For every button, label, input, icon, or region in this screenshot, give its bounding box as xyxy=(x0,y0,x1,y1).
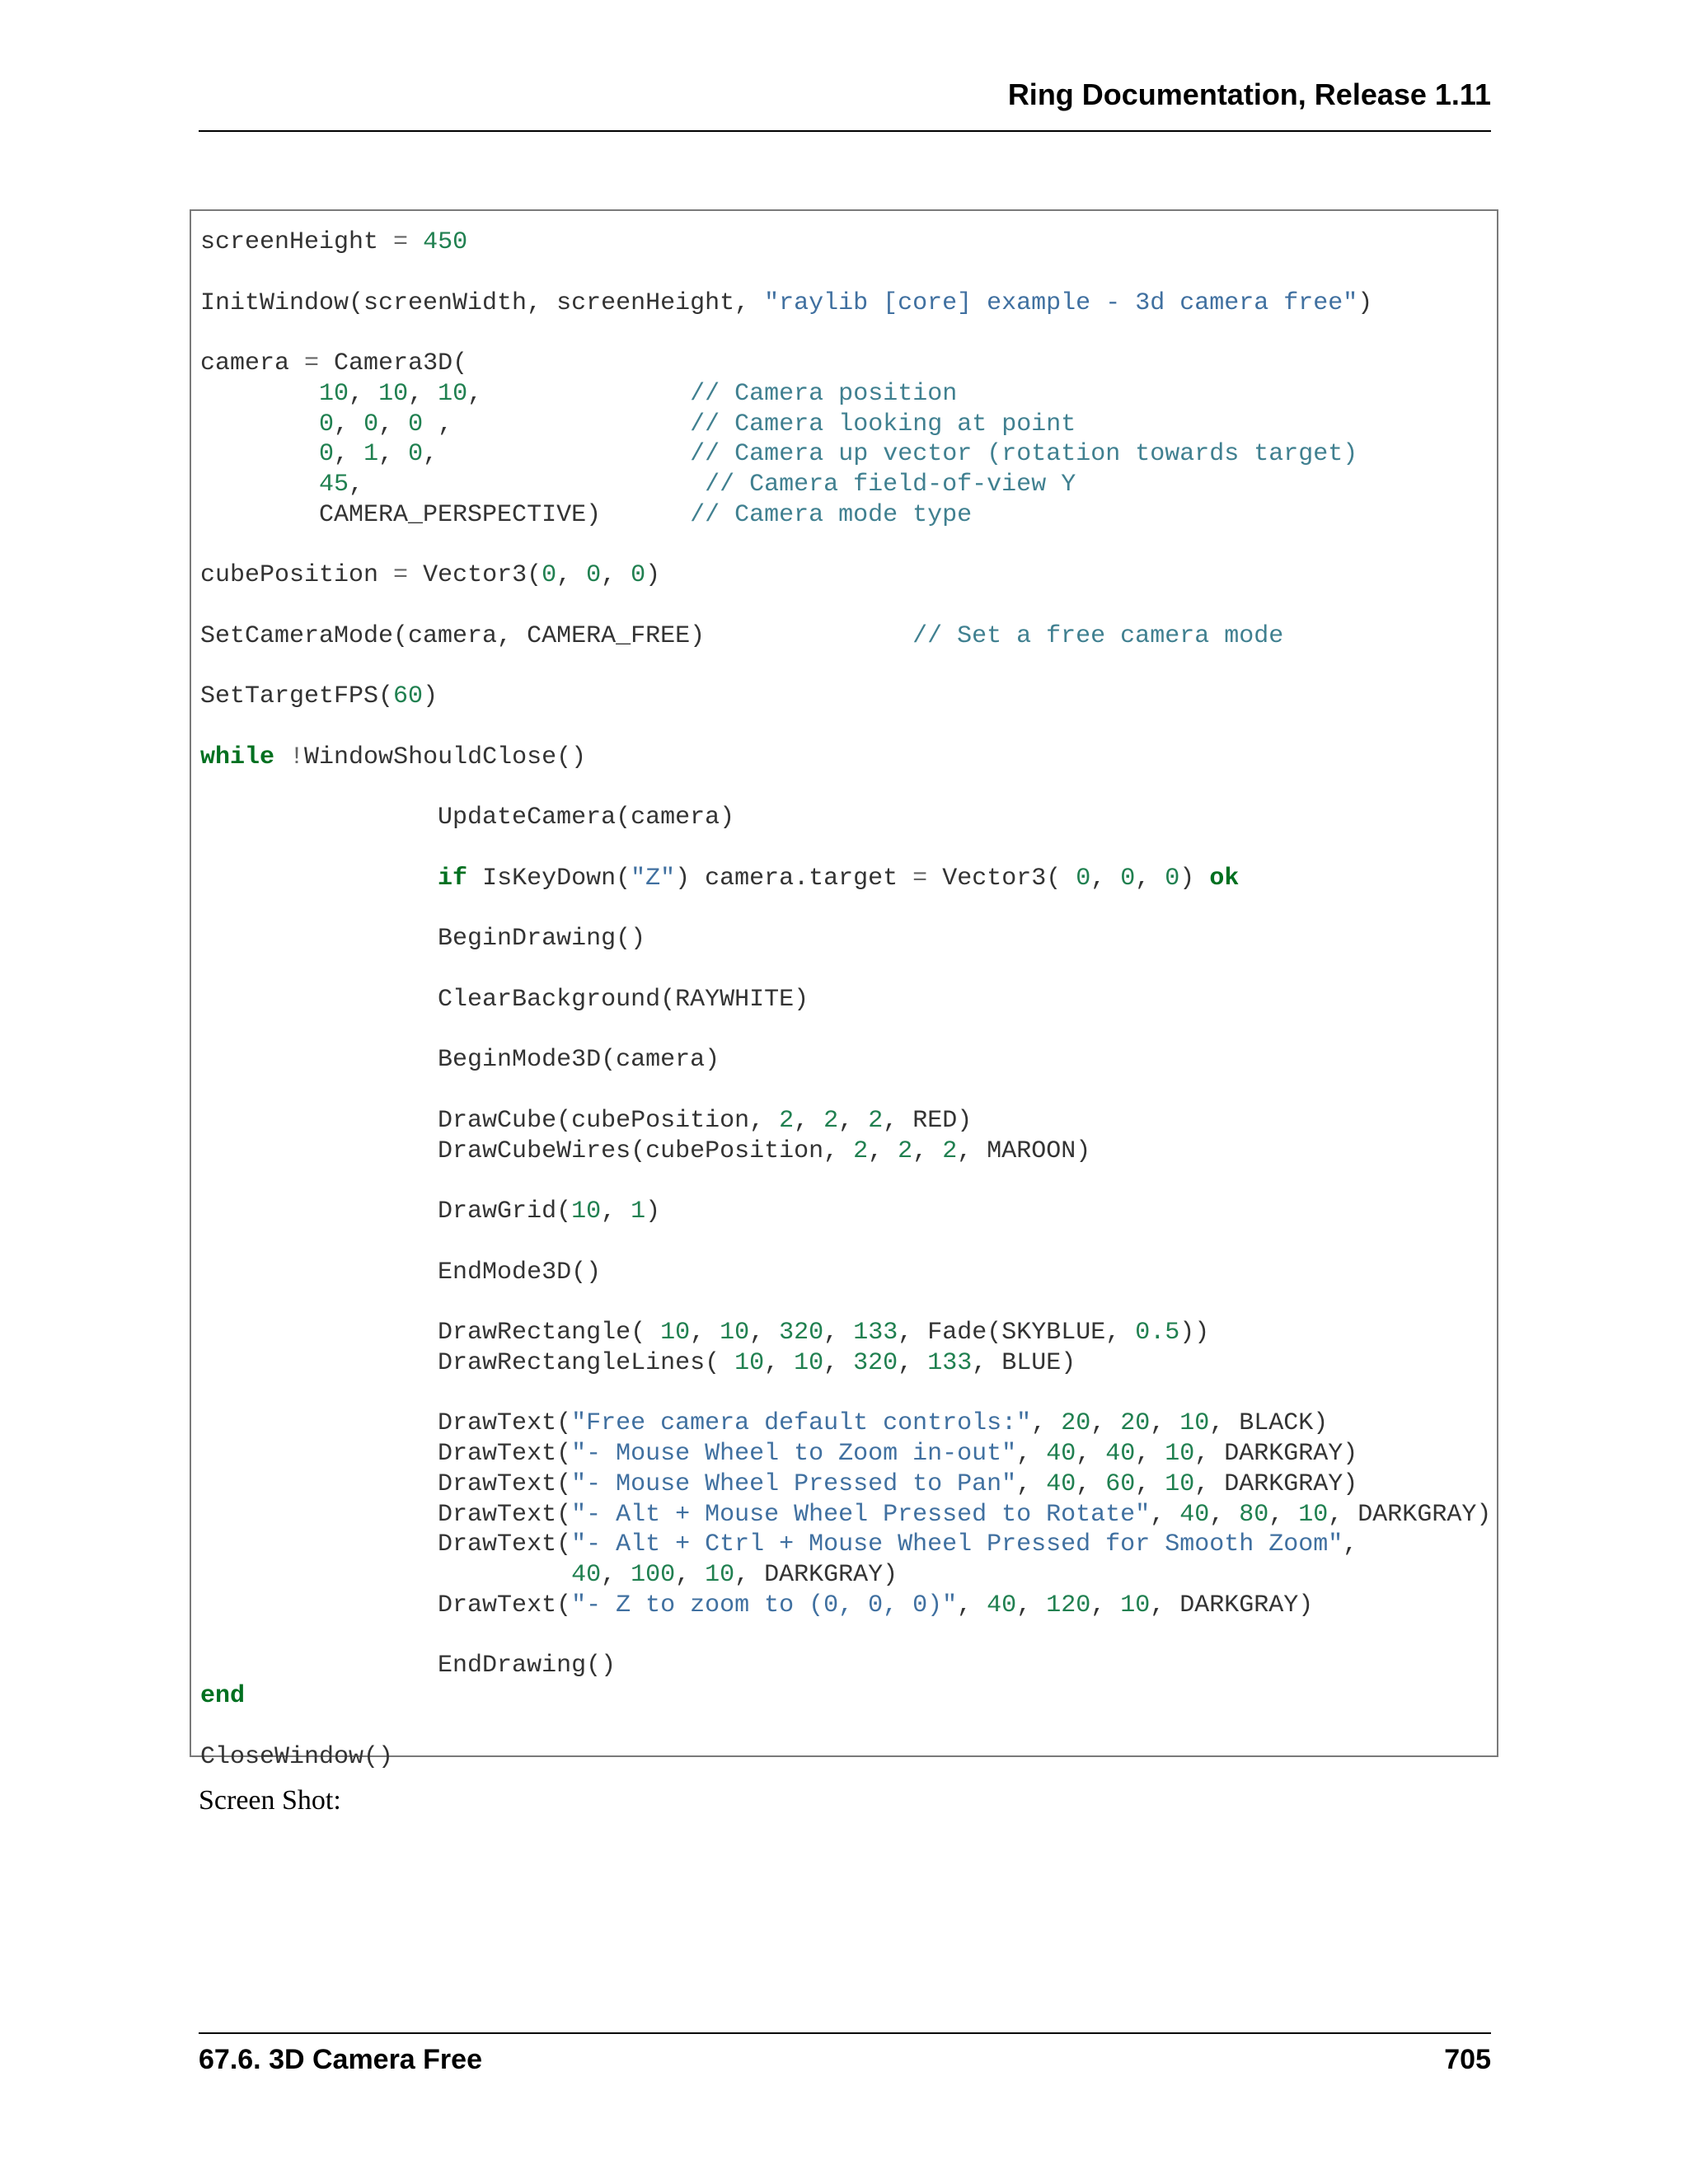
code-text xyxy=(274,743,289,771)
code-line xyxy=(200,1227,1491,1258)
code-line xyxy=(200,803,1491,833)
code-number: 10 xyxy=(734,1348,765,1377)
code-keyword: end xyxy=(200,1682,246,1710)
code-number: 40 xyxy=(1179,1500,1210,1529)
code-text: , xyxy=(1150,1500,1180,1529)
code-text: , xyxy=(1090,1591,1121,1619)
code-text: CAMERA_PERSPECTIVE) xyxy=(200,500,691,529)
code-operator: = xyxy=(393,561,409,590)
code-string: "Free camera default controls:" xyxy=(571,1409,1032,1438)
code-text: , xyxy=(556,561,587,590)
code-line xyxy=(200,1681,1491,1712)
code-number: 0 xyxy=(586,561,602,590)
code-text: DrawGrid( xyxy=(200,1197,572,1226)
code-line xyxy=(200,682,1491,712)
code-text: , xyxy=(601,561,631,590)
code-line xyxy=(200,1106,1491,1137)
code-text: camera xyxy=(200,349,305,377)
code-line xyxy=(200,470,1491,500)
code-line xyxy=(200,1439,1491,1469)
code-text: SetTargetFPS( xyxy=(200,682,394,711)
code-number: 0 xyxy=(1120,864,1136,893)
code-text: , xyxy=(957,1591,987,1619)
code-number: 80 xyxy=(1239,1500,1269,1529)
document-title: Ring Documentation, Release 1.11 xyxy=(1007,77,1491,111)
code-line xyxy=(200,1500,1491,1530)
code-line xyxy=(200,1742,1491,1773)
code-number: 10 xyxy=(1179,1409,1210,1438)
code-number: 2 xyxy=(898,1137,913,1165)
code-line xyxy=(200,591,1491,621)
code-line xyxy=(200,1469,1491,1500)
code-line xyxy=(200,1045,1491,1076)
code-number: 10 xyxy=(571,1197,602,1226)
code-number: 2 xyxy=(823,1106,839,1135)
code-number: 60 xyxy=(393,682,424,711)
code-text: , xyxy=(1268,1500,1299,1529)
code-line xyxy=(200,894,1491,925)
code-text: , xyxy=(1076,1469,1106,1498)
code-line xyxy=(200,864,1491,894)
code-line xyxy=(200,954,1491,985)
code-line xyxy=(200,1076,1491,1106)
code-number: 10 xyxy=(720,1319,750,1347)
code-line xyxy=(200,1591,1491,1621)
code-text: , xyxy=(349,471,706,499)
code-text: , BLACK) xyxy=(1209,1409,1329,1438)
code-text: , xyxy=(601,1561,631,1589)
code-text: DrawText( xyxy=(200,1530,572,1559)
code-text: , DARKGRAY) xyxy=(1328,1500,1492,1529)
code-number: 0 xyxy=(542,561,557,590)
code-text: , xyxy=(749,1319,780,1347)
code-text: , xyxy=(675,1561,706,1589)
code-number: 320 xyxy=(853,1348,898,1377)
code-number: 40 xyxy=(987,1591,1017,1619)
code-line xyxy=(200,439,1491,470)
code-number: 0 xyxy=(408,440,424,469)
code-number: 40 xyxy=(571,1561,602,1589)
code-comment: // Camera looking at point xyxy=(690,410,1076,438)
code-text: , DARKGRAY) xyxy=(1194,1440,1358,1468)
code-number: 10 xyxy=(378,379,409,408)
code-number: 0 xyxy=(319,440,335,469)
code-line xyxy=(200,1560,1491,1591)
code-text: , xyxy=(1135,1469,1165,1498)
code-operator: = xyxy=(393,228,409,256)
code-number: 2 xyxy=(868,1106,884,1135)
code-text: Vector3( xyxy=(408,561,542,590)
code-text xyxy=(200,865,438,893)
code-text: , xyxy=(1016,1440,1047,1468)
code-string: "raylib [core] example - 3d camera free" xyxy=(764,288,1358,317)
code-text: , xyxy=(690,1319,720,1347)
code-text: , xyxy=(912,1137,943,1165)
code-text: EndDrawing() xyxy=(200,1652,617,1680)
code-text: ClearBackground(RAYWHITE) xyxy=(200,985,809,1014)
code-text: DrawText( xyxy=(200,1591,572,1619)
code-number: 0 xyxy=(319,410,335,438)
code-line xyxy=(200,410,1491,440)
code-text: , xyxy=(823,1319,854,1347)
code-text: DrawText( xyxy=(200,1440,572,1468)
section-title: 67.6. 3D Camera Free xyxy=(199,2044,482,2075)
code-number: 10 xyxy=(319,379,349,408)
code-text: ) xyxy=(645,561,661,590)
code-text: , xyxy=(794,1106,824,1135)
code-text: DrawCube(cubePosition, xyxy=(200,1106,780,1135)
code-text: Camera3D( xyxy=(319,349,468,377)
code-text: )) xyxy=(1179,1319,1210,1347)
code-keyword: while xyxy=(200,743,275,771)
code-number: 20 xyxy=(1061,1409,1091,1438)
code-line xyxy=(200,773,1491,804)
code-string: "- Z to zoom to (0, 0, 0)" xyxy=(571,1591,958,1619)
code-line xyxy=(200,652,1491,682)
code-line xyxy=(200,258,1491,288)
code-number: 10 xyxy=(705,1561,735,1589)
code-text: DrawRectangleLines( xyxy=(200,1348,735,1377)
code-text: , xyxy=(334,410,364,438)
code-number: 10 xyxy=(1165,1469,1195,1498)
code-block xyxy=(190,209,1498,1771)
code-text xyxy=(200,471,319,499)
code-number: 133 xyxy=(853,1319,898,1347)
code-text: , xyxy=(349,379,379,408)
code-number: 0 xyxy=(631,561,646,590)
code-comment: // Camera mode type xyxy=(690,500,973,529)
code-text: , xyxy=(1090,864,1121,893)
screenshot-caption: Screen Shot: xyxy=(199,1785,341,1816)
code-number: 2 xyxy=(942,1137,958,1165)
code-text: , xyxy=(601,1197,631,1226)
code-number: 10 xyxy=(438,379,468,408)
code-line xyxy=(200,1379,1491,1409)
code-line xyxy=(200,1015,1491,1046)
code-text: , DARKGRAY) xyxy=(1150,1591,1314,1619)
code-number: 0 xyxy=(408,410,424,438)
code-text: , xyxy=(1016,1591,1047,1619)
code-operator: = xyxy=(912,864,928,893)
code-number: 450 xyxy=(423,228,468,256)
code-number: 100 xyxy=(631,1561,676,1589)
code-line xyxy=(200,1530,1491,1560)
code-text: ) xyxy=(423,682,438,711)
page-footer xyxy=(199,2032,1491,2083)
code-number: 0.5 xyxy=(1135,1319,1180,1347)
code-number: 120 xyxy=(1046,1591,1091,1619)
code-line xyxy=(200,379,1491,410)
code-text: ) xyxy=(1357,288,1373,317)
code-text: , xyxy=(1135,864,1165,893)
code-number: 0 xyxy=(363,410,379,438)
code-text: BeginMode3D(camera) xyxy=(200,1046,720,1075)
code-line xyxy=(200,924,1491,954)
code-text: , DARKGRAY) xyxy=(734,1561,898,1589)
code-line xyxy=(200,1408,1491,1439)
code-text: WindowShouldClose() xyxy=(304,743,587,771)
code-text: , xyxy=(1031,1409,1062,1438)
code-number: 40 xyxy=(1046,1440,1076,1468)
code-line xyxy=(200,1621,1491,1652)
code-text: , xyxy=(1209,1500,1240,1529)
code-text xyxy=(200,1561,571,1589)
code-text: , xyxy=(423,440,691,469)
code-text: , DARKGRAY) xyxy=(1194,1469,1358,1498)
code-line xyxy=(200,1348,1491,1379)
code-text: , xyxy=(423,410,691,438)
code-number: 0 xyxy=(1165,864,1180,893)
code-line xyxy=(200,712,1491,743)
code-text: DrawText( xyxy=(200,1409,572,1438)
code-text: DrawCubeWires(cubePosition, xyxy=(200,1137,854,1165)
code-text: DrawText( xyxy=(200,1469,572,1498)
code-text: UpdateCamera(camera) xyxy=(200,804,735,832)
code-line xyxy=(200,288,1491,319)
code-text xyxy=(200,380,319,408)
code-string: "- Alt + Ctrl + Mouse Wheel Pressed for Smooth Zoom" xyxy=(571,1530,1343,1559)
code-line xyxy=(200,1712,1491,1742)
code-text: , xyxy=(1076,1440,1106,1468)
code-text: , xyxy=(764,1348,795,1377)
code-comment: // Set a free camera mode xyxy=(912,621,1284,650)
code-text: DrawText( xyxy=(200,1500,572,1529)
code-line xyxy=(200,1318,1491,1348)
code-text: , xyxy=(1343,1530,1358,1559)
code-number: 10 xyxy=(794,1348,824,1377)
code-text: , xyxy=(1150,1409,1180,1438)
code-text: , xyxy=(1016,1469,1047,1498)
code-text: , xyxy=(1090,1409,1121,1438)
code-line xyxy=(200,985,1491,1015)
code-text: , xyxy=(1135,1440,1165,1468)
code-line xyxy=(200,318,1491,349)
code-string: "Z" xyxy=(631,864,676,893)
code-text: IsKeyDown( xyxy=(467,864,631,893)
code-number: 10 xyxy=(1298,1500,1329,1529)
code-number: 2 xyxy=(853,1137,869,1165)
code-number: 10 xyxy=(1120,1591,1151,1619)
page-number: 705 xyxy=(1444,2044,1491,2075)
code-line xyxy=(200,743,1491,773)
code-line xyxy=(200,349,1491,379)
code-text: Vector3( xyxy=(927,864,1076,893)
code-number: 40 xyxy=(1105,1440,1136,1468)
code-text: screenHeight xyxy=(200,228,394,256)
code-line xyxy=(200,227,1491,258)
code-number: 10 xyxy=(1165,1440,1195,1468)
code-line xyxy=(200,621,1491,652)
code-number: 1 xyxy=(631,1197,646,1226)
code-number: 40 xyxy=(1046,1469,1076,1498)
code-string: "- Mouse Wheel Pressed to Pan" xyxy=(571,1469,1017,1498)
code-text: , xyxy=(378,440,409,469)
code-number: 20 xyxy=(1120,1409,1151,1438)
code-number: 10 xyxy=(660,1319,691,1347)
code-text: ) xyxy=(645,1197,661,1226)
code-text: , xyxy=(823,1348,854,1377)
code-comment: // Camera field-of-view Y xyxy=(705,471,1076,499)
code-number: 133 xyxy=(927,1348,973,1377)
code-text: cubePosition xyxy=(200,561,394,590)
code-text: , xyxy=(467,379,691,408)
code-text: , xyxy=(334,440,364,469)
code-text: , xyxy=(868,1137,898,1165)
code-line xyxy=(200,1651,1491,1681)
code-text xyxy=(408,228,423,256)
code-text: DrawRectangle( xyxy=(200,1319,661,1347)
code-text: , RED) xyxy=(883,1106,973,1135)
code-text: , MAROON) xyxy=(957,1137,1091,1165)
code-text: ) camera.target xyxy=(675,864,913,893)
code-number: 60 xyxy=(1105,1469,1136,1498)
code-lines xyxy=(200,227,1491,1772)
code-line xyxy=(200,1197,1491,1227)
code-line xyxy=(200,1258,1491,1288)
code-number: 0 xyxy=(1076,864,1091,893)
code-text: SetCameraMode(camera, CAMERA_FREE) xyxy=(200,621,913,650)
code-keyword: ok xyxy=(1209,864,1240,893)
page-header xyxy=(199,77,1491,132)
code-text: , Fade(SKYBLUE, xyxy=(898,1319,1136,1347)
code-keyword: if xyxy=(438,864,468,893)
code-string: "- Mouse Wheel to Zoom in-out" xyxy=(571,1440,1017,1468)
code-text: , xyxy=(838,1106,869,1135)
code-text: InitWindow(screenWidth, screenHeight, xyxy=(200,288,765,317)
code-text: CloseWindow() xyxy=(200,1742,394,1771)
code-line xyxy=(200,1137,1491,1167)
code-text: BeginDrawing() xyxy=(200,925,646,954)
code-text: , xyxy=(408,379,438,408)
code-text: , BLUE) xyxy=(972,1348,1076,1377)
code-number: 45 xyxy=(319,471,349,499)
code-comment: // Camera position xyxy=(690,379,958,408)
code-number: 320 xyxy=(779,1319,824,1347)
code-text xyxy=(200,410,319,438)
code-line xyxy=(200,1166,1491,1197)
code-number: 2 xyxy=(779,1106,795,1135)
code-number: 1 xyxy=(363,440,379,469)
code-text: ) xyxy=(1179,864,1210,893)
code-line xyxy=(200,833,1491,864)
code-comment: // Camera up vector (rotation towards target) xyxy=(690,440,1358,469)
code-text: EndMode3D() xyxy=(200,1258,602,1286)
code-text: , xyxy=(378,410,409,438)
code-string: "- Alt + Mouse Wheel Pressed to Rotate" xyxy=(571,1500,1151,1529)
code-text xyxy=(200,440,319,468)
code-line xyxy=(200,500,1491,531)
code-operator: = xyxy=(304,349,320,377)
code-line xyxy=(200,531,1491,561)
code-line xyxy=(200,1287,1491,1318)
code-operator: ! xyxy=(289,743,305,771)
code-text: , xyxy=(898,1348,928,1377)
code-line xyxy=(200,560,1491,591)
